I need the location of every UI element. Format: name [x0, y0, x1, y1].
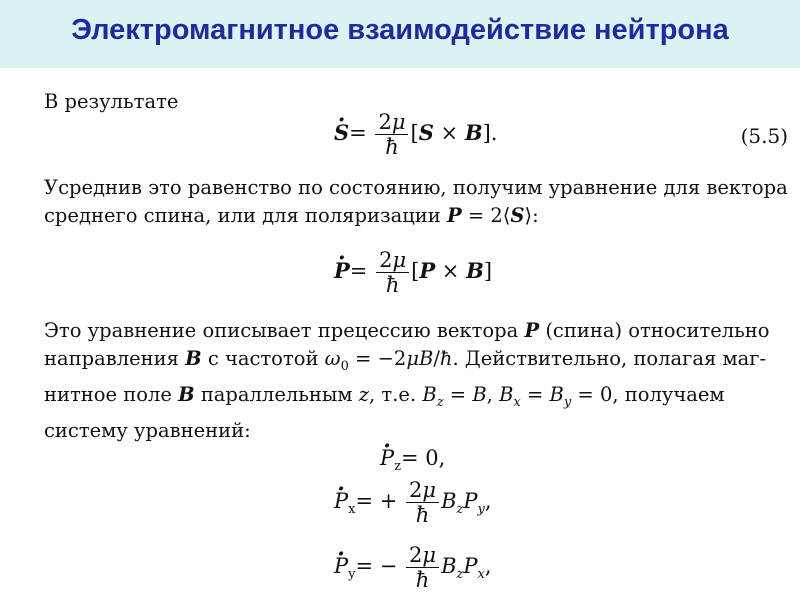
intro-text: В результате [44, 90, 179, 113]
text-averaging: Усреднив это равенство по состоянию, получим уравнение для вектора среднего спина, или для поляризации P = 2⟨S⟩: [44, 176, 788, 227]
equation-py: · $P_y=$ − $\frac{2\mu}{ħ}$ $B_zP_x$, [334, 543, 492, 592]
page-title: Электромагнитное взаимодействие нейтрона [71, 14, 729, 46]
equation-spin: · S= $\frac{2\mu}{ħ}$ [S × B]. [334, 110, 497, 159]
equation-number: (5.5) [740, 124, 788, 148]
equation-polarization: · P= $\frac{2\mu}{ħ}$ [P × B] [334, 248, 492, 297]
equation-pz: · $P_z= 0$, [380, 446, 445, 474]
text-precession: Это уравнение описывает прецессию вектора P (спина) относительно направления B с частотой $\omega_0$ = −2μB/ħ. Действительно, полагая маг- нитное поле B параллельным z, т.е. $B_z = B$, $B_x = B_y = 0$, получаем систему уравнений: [44, 319, 770, 442]
equation-px: · $P_x=$ + $\frac{2\mu}{ħ}$ $B_zP_y$, [334, 478, 492, 527]
